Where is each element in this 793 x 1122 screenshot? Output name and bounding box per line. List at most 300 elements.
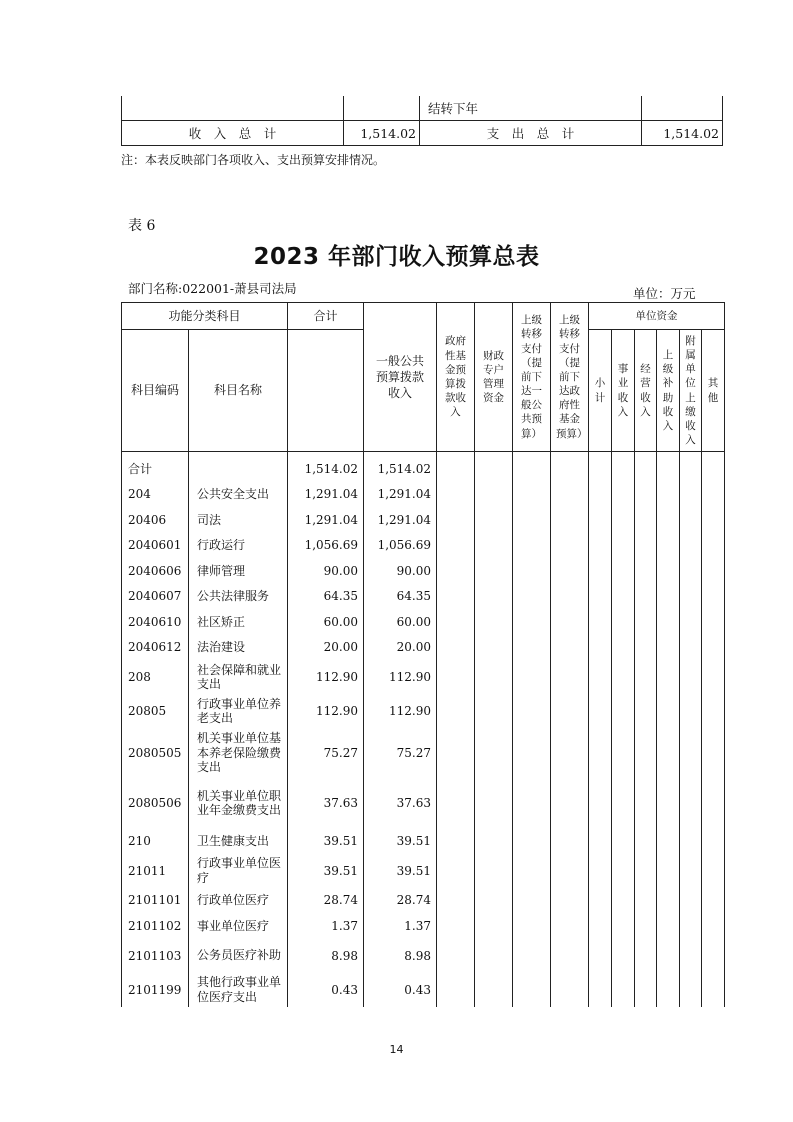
empty-cell — [551, 558, 589, 584]
row-name: 司法 — [189, 507, 288, 533]
empty-cell — [122, 96, 344, 121]
empty-cell — [635, 452, 657, 482]
income-total-label: 收 入 总 计 — [122, 121, 344, 146]
row-code: 2040601 — [122, 533, 189, 559]
empty-cell — [612, 694, 635, 728]
empty-cell — [551, 973, 589, 1007]
empty-cell — [513, 854, 551, 888]
header-affiliated-income: 附属单位上缴收入 — [680, 330, 702, 452]
empty-cell — [551, 533, 589, 559]
empty-cell — [475, 558, 513, 584]
row-code: 合计 — [122, 452, 189, 482]
empty-cell — [657, 728, 680, 778]
empty-cell — [513, 533, 551, 559]
empty-cell — [437, 694, 475, 728]
row-name: 机关事业单位职业年金缴费支出 — [189, 778, 288, 828]
empty-cell — [635, 939, 657, 973]
empty-cell — [551, 482, 589, 508]
empty-cell — [702, 888, 725, 914]
row-general-budget: 0.43 — [364, 973, 437, 1007]
empty-cell — [475, 635, 513, 661]
row-name: 卫生健康支出 — [189, 828, 288, 854]
empty-cell — [475, 609, 513, 635]
header-upper-subsidy: 上级补助收入 — [657, 330, 680, 452]
empty-cell — [437, 482, 475, 508]
row-name: 律师管理 — [189, 558, 288, 584]
empty-cell — [702, 584, 725, 610]
row-general-budget: 75.27 — [364, 728, 437, 778]
row-total: 112.90 — [288, 694, 364, 728]
header-general-budget: 一般公共预算拨款收入 — [364, 303, 437, 452]
empty-cell — [657, 609, 680, 635]
empty-cell — [513, 888, 551, 914]
header-business-income: 事业收入 — [612, 330, 635, 452]
row-code: 2040606 — [122, 558, 189, 584]
empty-cell — [657, 694, 680, 728]
empty-cell — [635, 828, 657, 854]
empty-cell — [702, 828, 725, 854]
empty-cell — [680, 854, 702, 888]
empty-cell — [702, 452, 725, 482]
empty-cell — [702, 635, 725, 661]
empty-cell — [635, 533, 657, 559]
empty-cell — [437, 507, 475, 533]
empty-cell — [589, 778, 612, 828]
empty-cell — [475, 584, 513, 610]
empty-cell — [635, 694, 657, 728]
empty-cell — [657, 584, 680, 610]
empty-cell — [589, 728, 612, 778]
empty-cell — [680, 728, 702, 778]
empty-cell — [589, 939, 612, 973]
empty-cell — [437, 778, 475, 828]
empty-cell — [657, 939, 680, 973]
table-row — [122, 558, 725, 584]
empty-cell — [551, 888, 589, 914]
empty-cell — [702, 533, 725, 559]
row-general-budget: 39.51 — [364, 828, 437, 854]
page-number: 14 — [389, 1043, 404, 1056]
empty-cell — [680, 888, 702, 914]
empty-cell — [475, 888, 513, 914]
empty-cell — [657, 778, 680, 828]
row-total: 1,291.04 — [288, 507, 364, 533]
empty-cell — [513, 939, 551, 973]
table-row — [122, 973, 725, 1007]
empty-cell — [589, 635, 612, 661]
empty-cell — [702, 609, 725, 635]
empty-cell — [612, 507, 635, 533]
department-name: 部门名称:022001-萧县司法局 — [128, 281, 297, 296]
empty-cell — [702, 694, 725, 728]
empty-cell — [635, 728, 657, 778]
row-code: 21011 — [122, 854, 189, 888]
empty-cell — [437, 660, 475, 694]
empty-cell — [612, 584, 635, 610]
empty-cell — [551, 913, 589, 939]
empty-cell — [513, 452, 551, 482]
empty-cell — [657, 635, 680, 661]
empty-cell — [589, 854, 612, 888]
table-row — [122, 854, 725, 888]
empty-cell — [612, 728, 635, 778]
row-general-budget: 60.00 — [364, 609, 437, 635]
empty-cell — [513, 728, 551, 778]
empty-cell — [437, 854, 475, 888]
row-code: 2040607 — [122, 584, 189, 610]
empty-cell — [612, 913, 635, 939]
table-row — [122, 939, 725, 973]
empty-cell — [589, 533, 612, 559]
empty-cell — [437, 728, 475, 778]
row-code: 2080505 — [122, 728, 189, 778]
empty-cell — [551, 635, 589, 661]
empty-cell — [551, 828, 589, 854]
row-name: 社会保障和就业支出 — [189, 660, 288, 694]
header-subtotal: 小计 — [589, 330, 612, 452]
empty-cell — [437, 939, 475, 973]
empty-cell — [635, 482, 657, 508]
row-total: 28.74 — [288, 888, 364, 914]
empty-cell — [680, 609, 702, 635]
empty-cell — [657, 888, 680, 914]
row-total: 1,291.04 — [288, 482, 364, 508]
row-code: 2040612 — [122, 635, 189, 661]
row-code: 20406 — [122, 507, 189, 533]
empty-cell — [513, 828, 551, 854]
header-unit-funds: 单位资金 — [589, 303, 725, 330]
empty-cell — [475, 854, 513, 888]
row-name: 事业单位医疗 — [189, 913, 288, 939]
row-general-budget: 20.00 — [364, 635, 437, 661]
page-title: 2023 年部门收入预算总表 — [253, 244, 540, 270]
row-general-budget: 64.35 — [364, 584, 437, 610]
empty-cell — [635, 973, 657, 1007]
empty-cell — [612, 939, 635, 973]
table-row — [122, 828, 725, 854]
row-name: 其他行政事业单位医疗支出 — [189, 973, 288, 1007]
empty-cell — [680, 507, 702, 533]
empty-cell — [612, 888, 635, 914]
table-row — [122, 452, 725, 482]
header-gov-fund: 政府性基金预算拨款收入 — [437, 303, 475, 452]
empty-cell — [513, 778, 551, 828]
empty-cell — [635, 635, 657, 661]
row-general-budget: 112.90 — [364, 694, 437, 728]
empty-cell — [680, 584, 702, 610]
empty-cell — [551, 452, 589, 482]
row-name: 公共安全支出 — [189, 482, 288, 508]
unit-label: 单位：万元 — [633, 286, 696, 301]
empty-cell — [635, 913, 657, 939]
header-total-spacer — [288, 330, 364, 452]
row-general-budget: 1,056.69 — [364, 533, 437, 559]
empty-cell — [437, 533, 475, 559]
empty-cell — [475, 939, 513, 973]
empty-cell — [635, 584, 657, 610]
table-row — [122, 888, 725, 914]
empty-cell — [680, 533, 702, 559]
table-row — [122, 609, 725, 635]
header-total: 合计 — [288, 303, 364, 330]
empty-cell — [589, 507, 612, 533]
empty-cell — [437, 609, 475, 635]
empty-cell — [612, 635, 635, 661]
row-total: 1.37 — [288, 913, 364, 939]
empty-cell — [437, 973, 475, 1007]
empty-cell — [513, 482, 551, 508]
empty-cell — [475, 507, 513, 533]
table-row — [122, 584, 725, 610]
empty-cell — [612, 482, 635, 508]
empty-cell — [612, 533, 635, 559]
empty-cell — [551, 507, 589, 533]
row-total: 1,056.69 — [288, 533, 364, 559]
row-general-budget: 90.00 — [364, 558, 437, 584]
carry-forward-label: 结转下年 — [420, 96, 642, 121]
empty-cell — [589, 888, 612, 914]
expense-total-value: 1,514.02 — [642, 121, 723, 146]
empty-cell — [635, 507, 657, 533]
empty-cell — [635, 558, 657, 584]
row-total: 75.27 — [288, 728, 364, 778]
empty-cell — [680, 452, 702, 482]
row-total: 90.00 — [288, 558, 364, 584]
row-total: 0.43 — [288, 973, 364, 1007]
empty-cell — [589, 694, 612, 728]
row-general-budget: 1,291.04 — [364, 482, 437, 508]
expense-summary-continuation — [121, 96, 723, 146]
row-general-budget: 1.37 — [364, 913, 437, 939]
empty-cell — [513, 694, 551, 728]
empty-cell — [657, 973, 680, 1007]
empty-cell — [635, 854, 657, 888]
row-name: 行政单位医疗 — [189, 888, 288, 914]
empty-cell — [437, 913, 475, 939]
empty-cell — [702, 854, 725, 888]
empty-cell — [680, 778, 702, 828]
row-code: 210 — [122, 828, 189, 854]
empty-cell — [475, 828, 513, 854]
row-total: 37.63 — [288, 778, 364, 828]
empty-cell — [612, 452, 635, 482]
empty-cell — [612, 973, 635, 1007]
row-name: 行政运行 — [189, 533, 288, 559]
empty-cell — [680, 694, 702, 728]
table-number: 表 6 — [128, 218, 156, 234]
empty-cell — [680, 939, 702, 973]
row-total: 39.51 — [288, 828, 364, 854]
header-special-account: 财政专户管理资金 — [475, 303, 513, 452]
header-code: 科目编码 — [122, 330, 189, 452]
table-row — [122, 660, 725, 694]
row-name: 法治建设 — [189, 635, 288, 661]
row-name: 公务员医疗补助 — [189, 939, 288, 973]
empty-cell — [475, 452, 513, 482]
empty-cell — [475, 913, 513, 939]
empty-cell — [657, 558, 680, 584]
row-total: 39.51 — [288, 854, 364, 888]
empty-cell — [589, 584, 612, 610]
empty-cell — [589, 973, 612, 1007]
empty-cell — [551, 584, 589, 610]
empty-cell — [551, 694, 589, 728]
row-total: 112.90 — [288, 660, 364, 694]
empty-cell — [589, 452, 612, 482]
empty-cell — [513, 635, 551, 661]
row-name: 社区矫正 — [189, 609, 288, 635]
row-total: 20.00 — [288, 635, 364, 661]
empty-cell — [702, 482, 725, 508]
empty-cell — [513, 973, 551, 1007]
expense-total-label: 支 出 总 计 — [420, 121, 642, 146]
empty-cell — [612, 609, 635, 635]
empty-cell — [642, 96, 723, 121]
empty-cell — [513, 609, 551, 635]
header-func-class: 功能分类科目 — [122, 303, 288, 330]
row-code: 2101101 — [122, 888, 189, 914]
empty-cell — [702, 660, 725, 694]
empty-cell — [635, 888, 657, 914]
empty-cell — [437, 888, 475, 914]
empty-cell — [657, 828, 680, 854]
empty-cell — [475, 728, 513, 778]
empty-cell — [589, 828, 612, 854]
empty-cell — [635, 778, 657, 828]
row-name: 公共法律服务 — [189, 584, 288, 610]
empty-cell — [702, 728, 725, 778]
row-code: 2101199 — [122, 973, 189, 1007]
row-general-budget: 37.63 — [364, 778, 437, 828]
header-upper-fund: 上级转移支付（提前下达政府性基金预算） — [551, 303, 589, 452]
empty-cell — [612, 558, 635, 584]
table-row — [122, 507, 725, 533]
empty-cell — [513, 507, 551, 533]
empty-cell — [702, 913, 725, 939]
empty-cell — [702, 939, 725, 973]
empty-cell — [437, 828, 475, 854]
empty-cell — [657, 482, 680, 508]
row-general-budget: 1,291.04 — [364, 507, 437, 533]
empty-cell — [551, 609, 589, 635]
table-row — [122, 913, 725, 939]
empty-cell — [612, 828, 635, 854]
empty-cell — [437, 635, 475, 661]
empty-cell — [680, 558, 702, 584]
empty-cell — [612, 660, 635, 694]
empty-cell — [680, 635, 702, 661]
row-total: 60.00 — [288, 609, 364, 635]
empty-cell — [475, 973, 513, 1007]
empty-cell — [657, 854, 680, 888]
row-total: 64.35 — [288, 584, 364, 610]
empty-cell — [589, 558, 612, 584]
empty-cell — [680, 660, 702, 694]
row-code: 2101102 — [122, 913, 189, 939]
empty-cell — [475, 660, 513, 694]
empty-cell — [551, 660, 589, 694]
empty-cell — [437, 558, 475, 584]
empty-cell — [551, 778, 589, 828]
empty-cell — [344, 96, 420, 121]
empty-cell — [475, 778, 513, 828]
row-name: 机关事业单位基本养老保险缴费支出 — [189, 728, 288, 778]
header-upper-general: 上级转移支付（提前下达一般公共预算） — [513, 303, 551, 452]
header-operating-income: 经营收入 — [635, 330, 657, 452]
empty-cell — [657, 452, 680, 482]
row-name: 行政事业单位养老支出 — [189, 694, 288, 728]
table-row — [122, 694, 725, 728]
empty-cell — [680, 973, 702, 1007]
empty-cell — [680, 482, 702, 508]
empty-cell — [589, 609, 612, 635]
empty-cell — [551, 854, 589, 888]
empty-cell — [589, 913, 612, 939]
table-row — [122, 533, 725, 559]
empty-cell — [513, 913, 551, 939]
empty-cell — [475, 694, 513, 728]
table-note: 注：本表反映部门各项收入、支出预算安排情况。 — [121, 153, 386, 167]
row-general-budget: 112.90 — [364, 660, 437, 694]
row-code: 2080506 — [122, 778, 189, 828]
empty-cell — [635, 660, 657, 694]
table-row — [122, 778, 725, 828]
income-budget-table — [121, 302, 725, 1007]
empty-cell — [702, 778, 725, 828]
header-name: 科目名称 — [189, 330, 288, 452]
empty-cell — [657, 533, 680, 559]
empty-cell — [702, 507, 725, 533]
empty-cell — [551, 728, 589, 778]
empty-cell — [589, 482, 612, 508]
empty-cell — [475, 533, 513, 559]
empty-cell — [589, 660, 612, 694]
empty-cell — [657, 913, 680, 939]
empty-cell — [437, 584, 475, 610]
empty-cell — [513, 584, 551, 610]
row-general-budget: 39.51 — [364, 854, 437, 888]
empty-cell — [680, 913, 702, 939]
header-other: 其他 — [702, 330, 725, 452]
row-name: 行政事业单位医疗 — [189, 854, 288, 888]
row-code: 208 — [122, 660, 189, 694]
empty-cell — [513, 660, 551, 694]
empty-cell — [437, 452, 475, 482]
row-general-budget: 1,514.02 — [364, 452, 437, 482]
row-general-budget: 28.74 — [364, 888, 437, 914]
row-code: 2040610 — [122, 609, 189, 635]
row-code: 204 — [122, 482, 189, 508]
empty-cell — [475, 482, 513, 508]
table-row — [122, 728, 725, 778]
row-general-budget: 8.98 — [364, 939, 437, 973]
row-total: 8.98 — [288, 939, 364, 973]
empty-cell — [612, 778, 635, 828]
empty-cell — [702, 558, 725, 584]
row-code: 2101103 — [122, 939, 189, 973]
row-total: 1,514.02 — [288, 452, 364, 482]
income-total-value: 1,514.02 — [344, 121, 420, 146]
empty-cell — [680, 828, 702, 854]
empty-cell — [635, 609, 657, 635]
table-row — [122, 482, 725, 508]
empty-cell — [551, 939, 589, 973]
empty-cell — [657, 507, 680, 533]
empty-cell — [513, 558, 551, 584]
table-row — [122, 635, 725, 661]
row-code: 20805 — [122, 694, 189, 728]
empty-cell — [702, 973, 725, 1007]
